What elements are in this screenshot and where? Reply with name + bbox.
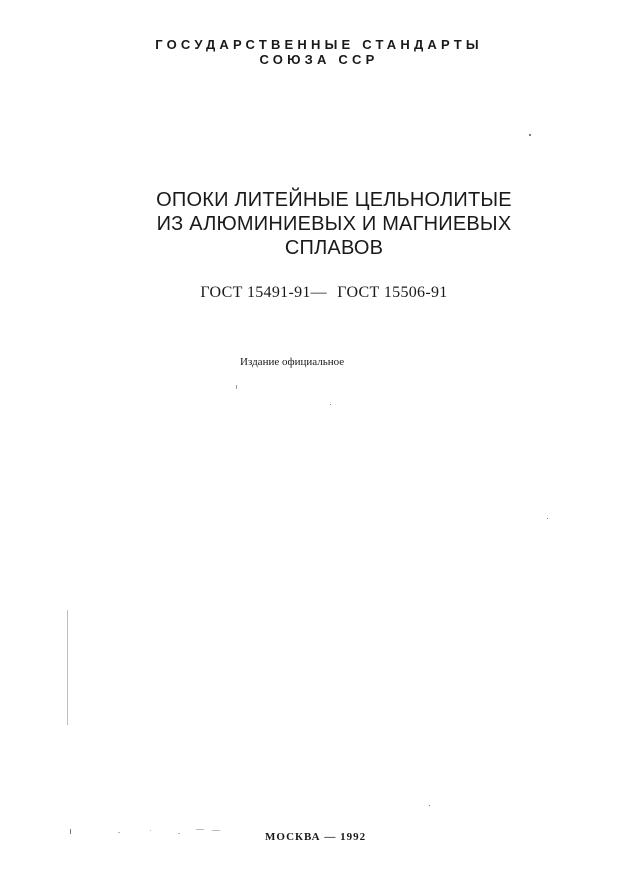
publication-place-year: МОСКВА — 1992 — [265, 831, 367, 843]
scan-speck — [212, 830, 220, 831]
scan-margin-line — [67, 610, 68, 725]
scan-speck — [196, 829, 204, 830]
scan-speck — [330, 404, 331, 405]
scan-speck — [118, 832, 120, 833]
title-line-1: ОПОКИ ЛИТЕЙНЫЕ ЦЕЛЬНОЛИТЫЕ — [156, 189, 512, 211]
header-line-1: ГОСУДАРСТВЕННЫЕ СТАНДАРТЫ — [155, 37, 483, 52]
scan-speck — [236, 385, 237, 389]
gost-range — [0, 284, 638, 302]
scan-speck — [150, 830, 151, 831]
scan-speck — [547, 518, 548, 519]
header-line-2: СОЮЗА ССР — [259, 52, 379, 67]
scan-speck — [178, 833, 180, 834]
title-line-2: ИЗ АЛЮМИНИЕВЫХ И МАГНИЕВЫХ — [156, 213, 512, 235]
document-title — [0, 188, 638, 260]
scan-speck — [529, 134, 531, 136]
title-line-3: СПЛАВОВ — [284, 237, 384, 259]
edition-note: Издание официальное — [240, 356, 345, 368]
gost-second: ГОСТ 15506-91 — [337, 284, 448, 301]
scan-speck — [429, 805, 430, 806]
scan-speck — [70, 829, 71, 834]
gost-first: ГОСТ 15491-91— — [200, 284, 327, 301]
